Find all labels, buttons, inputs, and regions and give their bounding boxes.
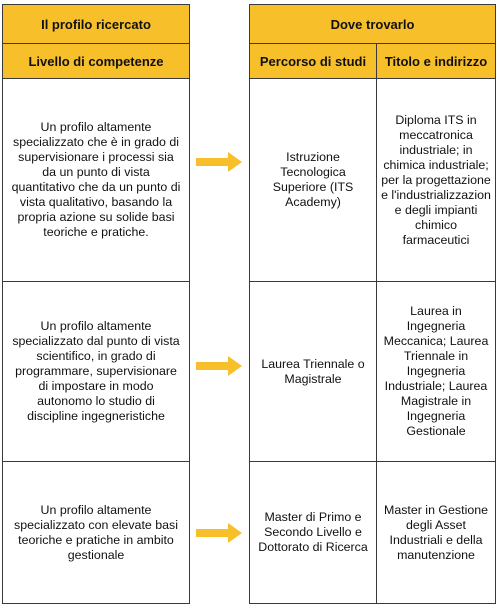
right-col1-header-text: Percorso di studi	[259, 53, 367, 69]
right-row-3-titolo-text: Master in Gestione degli Asset Industriali e della manutenzione	[384, 502, 488, 562]
arrow-right-icon	[196, 152, 242, 172]
right-row-2-titolo-text: Laurea in Ingegneria Meccanica; Laurea Triennale in Ingegneria Industriale; Laurea Magistrale in Ingegneria Gestionale	[383, 304, 489, 438]
right-col1-header	[249, 43, 377, 79]
right-title-text: Dove trovarlo	[330, 16, 415, 32]
left-subtitle	[2, 43, 190, 79]
right-row-1-percorso	[249, 78, 377, 282]
right-row-3-percorso	[249, 461, 377, 604]
left-row-3	[2, 461, 190, 604]
right-row-3-percorso-text: Master di Primo e Secondo Livello e Dottorato di Ricerca	[258, 510, 368, 554]
right-row-1-titolo	[376, 78, 496, 282]
left-title-text: Il profilo ricercato	[41, 16, 151, 32]
left-row-2	[2, 281, 190, 462]
right-row-2-titolo	[376, 281, 496, 462]
right-title	[249, 4, 496, 44]
left-row-1	[2, 78, 190, 282]
left-title	[2, 4, 190, 44]
left-row-1-text: Un profilo altamente specializzato che è in grado di supervisionare i processi sia da un punto di vista quantitativo che da un punto di vista qualitativo, basando la propria azione su solide basi teoriche e pratiche.	[11, 120, 181, 239]
right-col2-header	[376, 43, 496, 79]
left-row-2-text: Un profilo altamente specializzato dal punto di vista scientifico, in grado di programmare, supervisionare di impostare in modo autonomo lo studio di discipline ingegneristiche	[12, 319, 180, 423]
arrow-right-icon	[196, 356, 242, 376]
right-row-2-percorso-text: Laurea Triennale o Magistrale	[261, 356, 365, 386]
right-row-1-titolo-text: Diploma ITS in meccatronica industriale; in chimica industriale; per la progettazione e l'industrializzazion e degli impianti chimico farmaceutici	[381, 112, 491, 247]
left-row-3-text: Un profilo altamente specializzato con elevate basi teoriche e pratiche in ambito gestionale	[14, 502, 178, 562]
right-col2-header-text: Titolo e indirizzo	[384, 53, 488, 69]
right-row-1-percorso-text: Istruzione Tecnologica Superiore (ITS Academy)	[272, 150, 354, 209]
right-row-3-titolo	[376, 461, 496, 604]
arrow-right-icon	[196, 523, 242, 543]
left-subtitle-text: Livello di competenze	[28, 53, 164, 69]
right-row-2-percorso	[249, 281, 377, 462]
